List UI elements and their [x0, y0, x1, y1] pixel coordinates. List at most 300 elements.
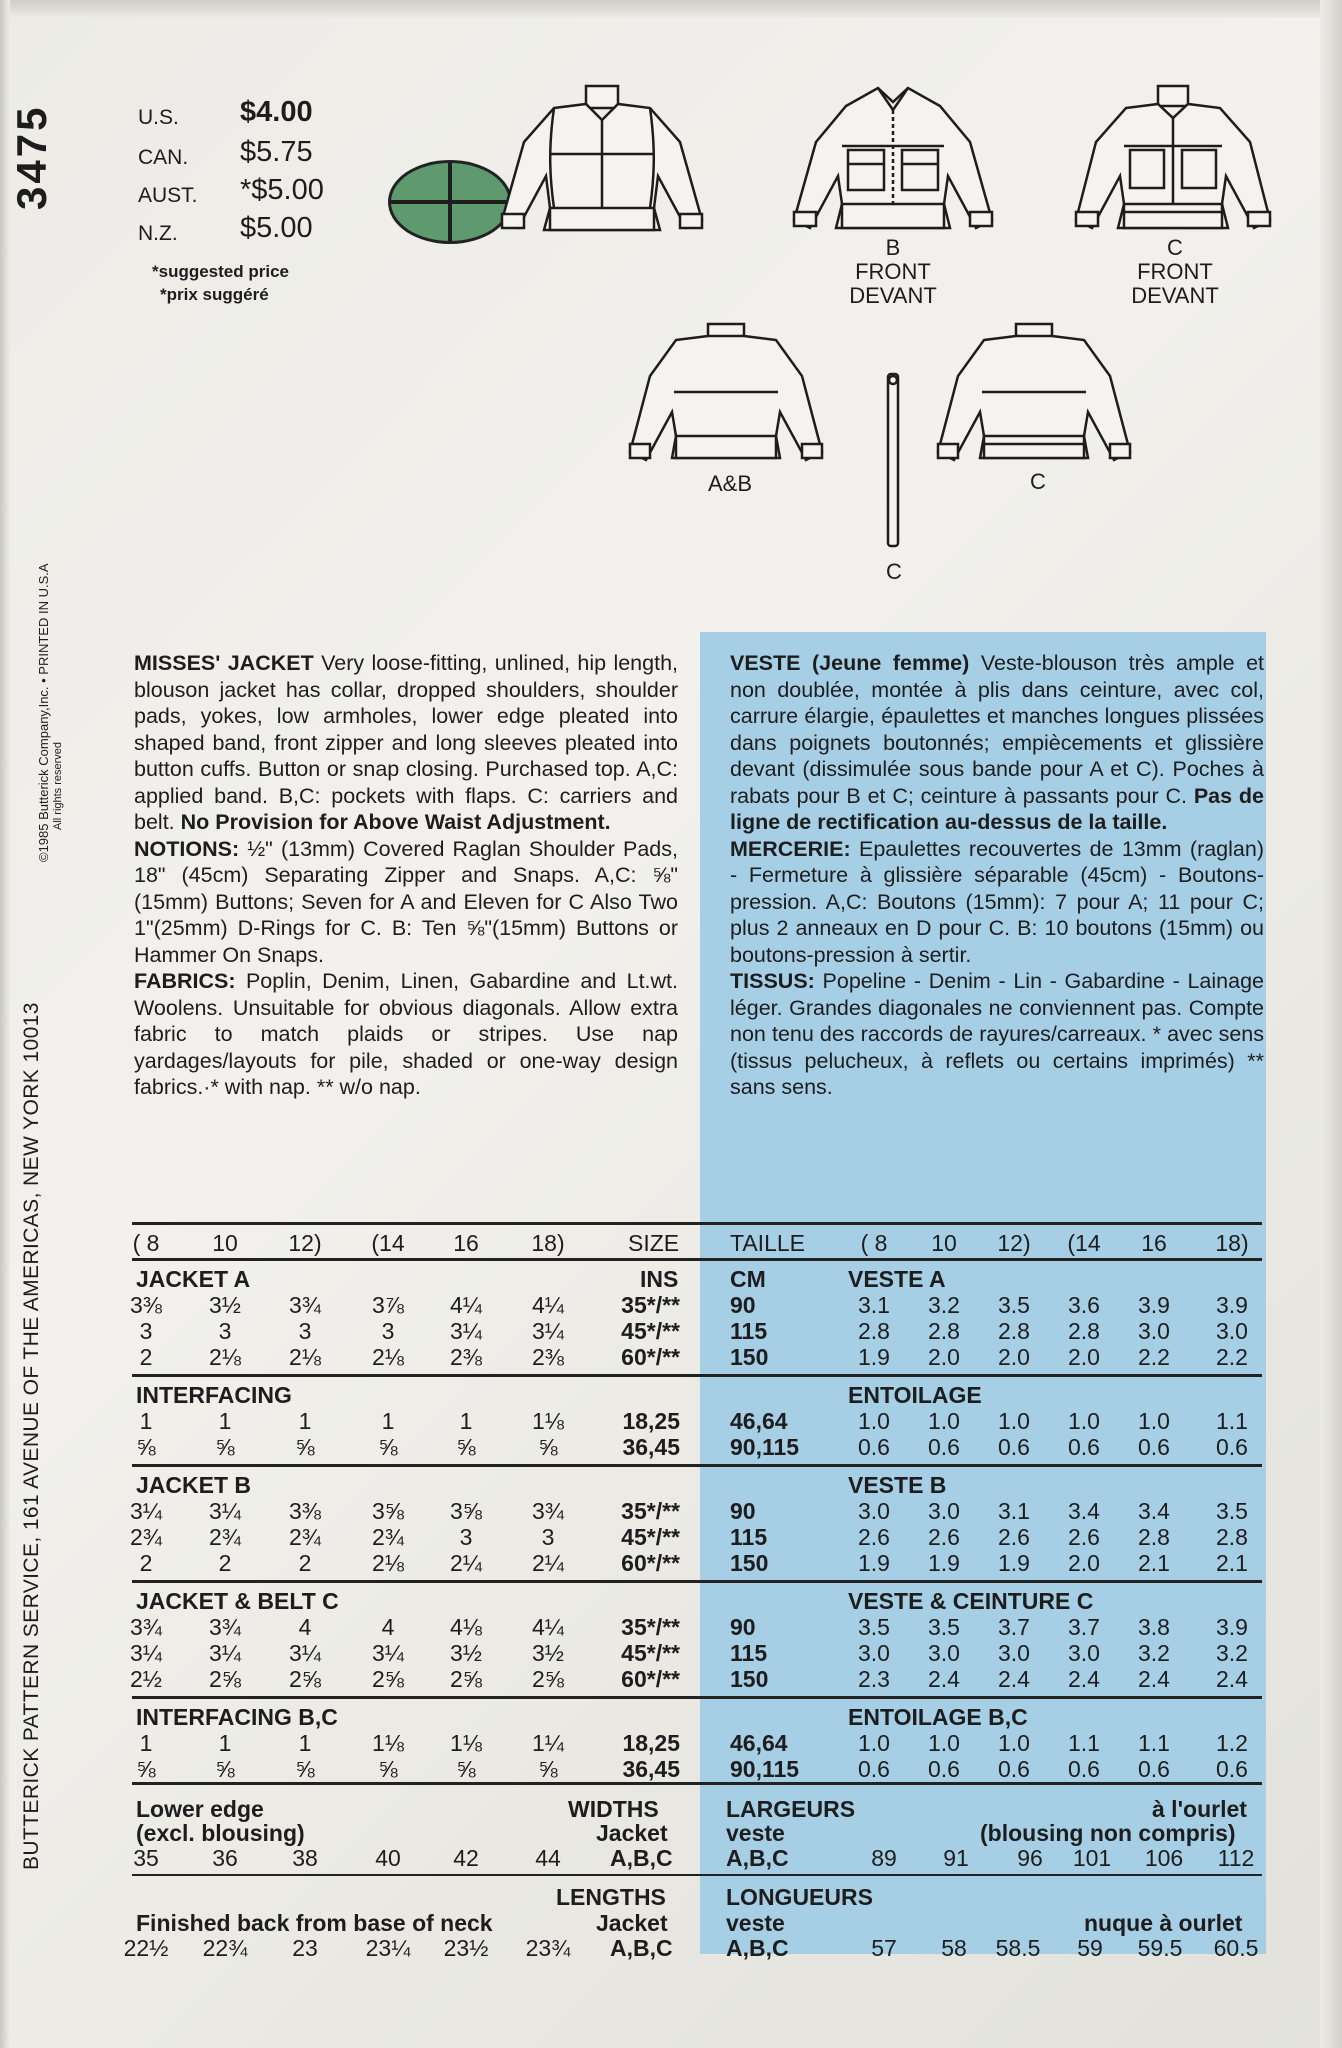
yardage-cell: 1⅛	[532, 1408, 564, 1434]
section-label-en: JACKET B	[136, 1472, 252, 1498]
metric-cell: 3.0	[858, 1498, 890, 1524]
metric-cell: 3.5	[928, 1614, 960, 1640]
length-cm-value: 59	[1077, 1935, 1103, 1961]
fabrics-label-fr: TISSUS:	[730, 969, 815, 993]
taille-header-label: TAILLE	[730, 1230, 805, 1256]
width-inch-value: 35	[133, 1845, 159, 1871]
yardage-cell: 3¼	[289, 1640, 321, 1666]
chart-top-rule	[132, 1222, 1262, 1225]
view-c-front: FRONT	[1137, 259, 1213, 284]
metric-cell: 2.4	[1216, 1666, 1248, 1692]
metric-cell: 1.0	[1138, 1408, 1170, 1434]
yardage-cell: 1	[459, 1408, 473, 1434]
yardage-cell: 1	[218, 1408, 232, 1434]
yardage-cell: 3¾	[130, 1614, 162, 1640]
chart-header-rule	[132, 1258, 1262, 1261]
width-inch-value: 44	[535, 1845, 561, 1871]
width-inches: 35*/**	[621, 1498, 680, 1524]
metric-cell: 3.0	[1068, 1640, 1100, 1666]
width-inches: 35*/**	[621, 1614, 680, 1640]
no-provision-fr: Pas de ligne de rectification au-dessus de la taille.	[730, 783, 1264, 834]
width-inch-value: 38	[292, 1845, 318, 1871]
yardage-cell: 2¼	[532, 1550, 564, 1576]
metric-cell: 2.0	[1068, 1550, 1100, 1576]
width-inches: 60*/**	[621, 1344, 680, 1370]
size-header-fr: ( 8	[860, 1230, 888, 1256]
metric-cell: 3.0	[998, 1640, 1030, 1666]
size-header-en: 10	[212, 1230, 238, 1256]
yardage-cell: 2⅝	[372, 1666, 404, 1692]
section-label-fr: ENTOILAGE B,C	[848, 1704, 1028, 1730]
yardage-cell: ⅝	[538, 1756, 558, 1782]
yardage-cell: 1	[298, 1730, 312, 1756]
width-cm: 90	[730, 1614, 756, 1640]
metric-cell: 2.4	[928, 1666, 960, 1692]
metric-cell: 1.0	[998, 1730, 1030, 1756]
price-value: $5.75	[240, 136, 313, 168]
copyright-line: ©1985 Butterick Company,Inc. • PRINTED IN U.S.A	[36, 563, 51, 862]
yardage-cell: 1	[139, 1730, 153, 1756]
width-cm-value: 89	[871, 1845, 897, 1871]
width-cm-value: 101	[1072, 1845, 1112, 1871]
metric-cell: 3.0	[858, 1640, 890, 1666]
width-inches: 35*/**	[621, 1292, 680, 1318]
metric-cell: 2.4	[1138, 1666, 1170, 1692]
yardage-cell: ⅝	[295, 1434, 315, 1460]
metric-cell: 0.6	[998, 1756, 1030, 1782]
metric-cell: 1.0	[998, 1408, 1030, 1434]
yardage-cell: 2¼	[450, 1550, 482, 1576]
yardage-cell: 3¾	[209, 1614, 241, 1640]
metric-cell: 3.0	[1216, 1318, 1248, 1344]
yardage-cell: 4	[298, 1614, 312, 1640]
yardage-cell: 2	[218, 1550, 232, 1576]
metric-cell: 3.9	[1138, 1292, 1170, 1318]
metric-cell: 1.9	[998, 1550, 1030, 1576]
size-header-fr: 18)	[1215, 1230, 1249, 1256]
price-label: AUST.	[138, 184, 198, 207]
yardage-cell: 3⅝	[450, 1498, 482, 1524]
length-cm-value: 58	[941, 1935, 967, 1961]
lengths-nuque-fr: nuque à ourlet	[1084, 1910, 1243, 1936]
yardage-cell: 1⅛	[450, 1730, 482, 1756]
price-note-fr: *prix suggéré	[160, 285, 269, 304]
metric-cell: 0.6	[858, 1434, 890, 1460]
view-c-front-label	[1130, 236, 1220, 308]
widths-label-en-1: Lower edge	[136, 1796, 264, 1822]
metric-cell: 2.4	[1068, 1666, 1100, 1692]
yardage-cell: 3¼	[130, 1640, 162, 1666]
metric-cell: 0.6	[858, 1756, 890, 1782]
metric-cell: 3.6	[1068, 1292, 1100, 1318]
view-b-front-label	[848, 236, 938, 308]
notions-en: ½" (13mm) Covered Raglan Shoulder Pads, 18" (45cm) Separating Zipper and Snaps. A,C: ⅝" (15mm) Buttons; Seven for A and Eleven for C Also Two 1"(25mm) D-Rings for C. B: Ten ⅝"(15mm) Buttons or Hammer On Snaps.	[134, 836, 678, 967]
description-fr	[730, 650, 1264, 1101]
width-inches: 60*/**	[621, 1550, 680, 1576]
widths-abc-en: A,B,C	[610, 1845, 673, 1871]
yardage-cell: 3½	[450, 1640, 482, 1666]
notions-label-en: NOTIONS:	[134, 836, 240, 861]
width-inch-value: 40	[375, 1845, 401, 1871]
length-cm-value: 58.5	[995, 1935, 1041, 1961]
yardage-cell: 2	[139, 1550, 153, 1576]
yardage-cell: ⅝	[215, 1434, 235, 1460]
publisher-address: BUTTERICK PATTERN SERVICE, 161 AVENUE OF THE AMERICAS, NEW YORK 10013	[20, 1002, 43, 1870]
price-label: N.Z.	[138, 222, 178, 245]
metric-cell: 3.7	[1068, 1614, 1100, 1640]
width-cm: 46,64	[730, 1408, 788, 1434]
metric-cell: 0.6	[928, 1434, 960, 1460]
yardage-cell: 4⅛	[450, 1614, 482, 1640]
title-en: MISSES' JACKET	[134, 651, 314, 675]
metric-cell: 2.8	[1068, 1318, 1100, 1344]
yardage-cell: ⅝	[378, 1756, 398, 1782]
yardage-cell: 2⅛	[372, 1550, 404, 1576]
jacket-b-front-sketch	[788, 80, 998, 240]
length-inch-value: 23½	[443, 1935, 489, 1961]
yardage-cell: 3¼	[209, 1498, 241, 1524]
yardage-cell: 4¼	[532, 1614, 564, 1640]
metric-cell: 2.0	[998, 1344, 1030, 1370]
metric-cell: 3.8	[1138, 1614, 1170, 1640]
width-inches: 45*/**	[621, 1524, 680, 1550]
metric-cell: 1.9	[928, 1550, 960, 1576]
width-inches: 18,25	[622, 1408, 680, 1434]
lengths-jacket-en: Jacket	[596, 1910, 668, 1936]
size-header-fr: 16	[1141, 1230, 1167, 1256]
unit-ins: INS	[640, 1266, 679, 1292]
yardage-cell: 2⅝	[532, 1666, 564, 1692]
width-cm: 150	[730, 1666, 769, 1692]
width-cm: 150	[730, 1550, 769, 1576]
yardage-cell: 3	[139, 1318, 153, 1344]
yardage-cell: ⅝	[136, 1434, 156, 1460]
yardage-cell: 1	[298, 1408, 312, 1434]
view-b-letter: B	[885, 235, 901, 260]
yardage-cell: 2	[139, 1344, 153, 1370]
metric-cell: 0.6	[1138, 1434, 1170, 1460]
width-inches: 18,25	[622, 1730, 680, 1756]
metric-cell: 2.8	[1216, 1524, 1248, 1550]
width-cm: 90,115	[730, 1756, 800, 1782]
yardage-cell: ⅝	[136, 1756, 156, 1782]
metric-cell: 2.2	[1216, 1344, 1248, 1370]
size-header-fr: 10	[931, 1230, 957, 1256]
belt-c-label: C	[886, 559, 902, 584]
yardage-cell: ⅝	[295, 1756, 315, 1782]
view-c-devant: DEVANT	[1131, 283, 1219, 308]
size-header-label: SIZE	[628, 1230, 680, 1256]
yardage-cell: 2½	[130, 1666, 162, 1692]
fabrics-fr: Popeline - Denim - Lin - Gabardine - Lainage léger. Grandes diagonales ne conviennent pas. Compte non tenu des raccords de rayures/carreaux. * avec sens (tissus pelucheux, à reflets ou certains imprimés) ** sans sens.	[730, 969, 1264, 1099]
width-cm: 115	[730, 1524, 768, 1550]
metric-cell: 3.0	[928, 1640, 960, 1666]
metric-cell: 0.6	[1138, 1756, 1170, 1782]
body-en: Very loose-fitting, unlined, hip length, blouson jacket has collar, dropped shoulders, shoulder pads, yokes, low armholes, lower edge pleated into shaped band, front zipper and long sleeves pleated into button cuffs. Button or snap closing. Purchased top. A,C: applied band. B,C: pockets with flaps. C: carriers and belt.	[134, 651, 679, 834]
length-inch-value: 23¼	[365, 1935, 411, 1961]
metric-cell: 2.8	[1138, 1524, 1170, 1550]
metric-cell: 0.6	[928, 1756, 960, 1782]
width-cm: 46,64	[730, 1730, 788, 1756]
yardage-cell: 3⅜	[289, 1498, 321, 1524]
metric-cell: 1.0	[858, 1730, 890, 1756]
yardage-cell: 3½	[209, 1292, 241, 1318]
price-value: $5.00	[240, 212, 313, 244]
size-header-en: 12)	[288, 1230, 322, 1256]
width-inches: 36,45	[622, 1434, 680, 1460]
widths-lengths-rule	[132, 1874, 1262, 1876]
lengths-label-en: Finished back from base of neck	[136, 1910, 493, 1936]
view-c-back-label: C	[1030, 469, 1046, 494]
yardage-cell: ⅝	[456, 1756, 476, 1782]
widths-heading-fr: LARGEURS	[726, 1796, 856, 1822]
metric-cell: 1.0	[928, 1730, 960, 1756]
yardage-cell: ⅝	[538, 1434, 558, 1460]
metric-cell: 1.9	[858, 1550, 890, 1576]
width-cm-value: 112	[1217, 1845, 1255, 1871]
section-label-en: INTERFACING B,C	[136, 1704, 338, 1730]
yardage-cell: 4¼	[532, 1292, 564, 1318]
price-label: CAN.	[138, 146, 189, 169]
view-c-letter: C	[1167, 235, 1183, 260]
yardage-cell: 3⅜	[130, 1292, 162, 1318]
metric-cell: 2.8	[928, 1318, 960, 1344]
lengths-heading-fr: LONGUEURS	[726, 1884, 873, 1910]
title-fr: VESTE (Jeune femme)	[730, 651, 970, 675]
widths-veste-fr: veste	[726, 1820, 785, 1846]
yardage-cell: 3	[381, 1318, 395, 1344]
yardage-cell: 2⅛	[372, 1344, 404, 1370]
metric-cell: 3.1	[858, 1292, 890, 1318]
metric-cell: 2.6	[928, 1524, 960, 1550]
metric-cell: 2.6	[1068, 1524, 1100, 1550]
metric-cell: 1.0	[928, 1408, 960, 1434]
metric-cell: 1.1	[1138, 1730, 1170, 1756]
yardage-cell: 3¼	[450, 1318, 482, 1344]
metric-cell: 2.3	[858, 1666, 890, 1692]
fabrics-label-en: FABRICS:	[134, 969, 236, 993]
length-inch-value: 23¾	[525, 1935, 571, 1961]
widths-label-en-2: (excl. blousing)	[136, 1820, 305, 1846]
yardage-cell: 2¾	[372, 1524, 404, 1550]
metric-cell: 3.0	[928, 1498, 960, 1524]
size-header-en: 16	[453, 1230, 479, 1256]
width-inches: 45*/**	[621, 1318, 680, 1344]
metric-cell: 1.2	[1216, 1730, 1248, 1756]
metric-cell: 0.6	[1216, 1434, 1248, 1460]
yardage-cell: 2⅜	[450, 1344, 482, 1370]
yardage-cell: 1	[218, 1730, 232, 1756]
widths-heading-en: WIDTHS	[568, 1796, 659, 1822]
unit-cm: CM	[730, 1266, 766, 1292]
metric-cell: 1.0	[1068, 1408, 1100, 1434]
metric-cell: 3.9	[1216, 1292, 1248, 1318]
section-label-fr: VESTE A	[848, 1266, 946, 1292]
metric-cell: 2.0	[928, 1344, 960, 1370]
yardage-cell: 3½	[532, 1640, 564, 1666]
width-cm-value: 96	[1017, 1845, 1043, 1871]
yardage-cell: 3⅞	[372, 1292, 404, 1318]
yardage-cell: ⅝	[215, 1756, 235, 1782]
metric-cell: 3.9	[1216, 1614, 1248, 1640]
belt-c-sketch	[878, 370, 908, 550]
size-header-fr: (14	[1067, 1230, 1101, 1256]
yardage-cell: 2⅝	[209, 1666, 241, 1692]
metric-cell: 2.8	[858, 1318, 890, 1344]
lengths-heading-en: LENGTHS	[556, 1884, 666, 1910]
notions-label-fr: MERCERIE:	[730, 836, 851, 861]
lengths-veste-fr: veste	[726, 1910, 785, 1936]
yardage-cell: ⅝	[456, 1434, 476, 1460]
width-cm-value: 91	[943, 1845, 969, 1871]
yardage-cell: 1¼	[532, 1730, 564, 1756]
size-header-en: (14	[371, 1230, 405, 1256]
metric-cell: 2.8	[998, 1318, 1030, 1344]
metric-cell: 2.6	[998, 1524, 1030, 1550]
metric-cell: 3.4	[1138, 1498, 1170, 1524]
left-edge-shadow	[0, 0, 10, 2048]
yardage-cell: 3¾	[532, 1498, 564, 1524]
section-rule	[132, 1374, 1262, 1377]
metric-cell: 3.5	[858, 1614, 890, 1640]
metric-cell: 0.6	[1068, 1756, 1100, 1782]
metric-cell: 0.6	[1068, 1434, 1100, 1460]
metric-cell: 3.5	[1216, 1498, 1248, 1524]
length-cm-value: 57	[871, 1935, 897, 1961]
width-inch-value: 42	[453, 1845, 479, 1871]
length-inch-value: 22½	[123, 1935, 169, 1961]
widths-hem-fr: à l'ourlet	[1152, 1796, 1247, 1822]
metric-cell: 3.1	[998, 1498, 1030, 1524]
view-b-front: FRONT	[855, 259, 931, 284]
size-header-fr: 12)	[997, 1230, 1031, 1256]
yardage-cell: 3	[541, 1524, 555, 1550]
yardage-cell: 3¼	[372, 1640, 404, 1666]
length-cm-value: 60.5	[1213, 1935, 1259, 1961]
view-ab-back-label: A&B	[707, 471, 753, 496]
price-value: *$5.00	[240, 174, 324, 206]
rights-reserved: All rights reserved	[52, 741, 64, 830]
metric-cell: 1.9	[858, 1344, 890, 1370]
section-label-fr: VESTE B	[848, 1472, 947, 1498]
yardage-cell: 3	[459, 1524, 473, 1550]
width-cm-value: 106	[1144, 1845, 1184, 1871]
yardage-cell: 3¼	[209, 1640, 241, 1666]
yardage-cell: 1	[139, 1408, 153, 1434]
metric-cell: 2.2	[1138, 1344, 1170, 1370]
pattern-number: 3475	[8, 104, 55, 210]
metric-cell: 2.4	[998, 1666, 1030, 1692]
yardage-cell: 3¾	[289, 1292, 321, 1318]
metric-cell: 3.2	[928, 1292, 960, 1318]
metric-cell: 0.6	[998, 1434, 1030, 1460]
width-inches: 36,45	[622, 1756, 680, 1782]
metric-cell: 1.0	[858, 1408, 890, 1434]
jacket-c-front-sketch	[1070, 80, 1276, 240]
yardage-cell: 2⅛	[289, 1344, 321, 1370]
metric-cell: 2.1	[1216, 1550, 1248, 1576]
yardage-cell: 2⅝	[289, 1666, 321, 1692]
lengths-abc-en: A,B,C	[610, 1935, 673, 1961]
section-label-fr: ENTOILAGE	[848, 1382, 982, 1408]
width-inches: 60*/**	[621, 1666, 680, 1692]
yardage-cell: 4¼	[450, 1292, 482, 1318]
section-label-en: JACKET & BELT C	[136, 1588, 339, 1614]
section-label-en: JACKET A	[136, 1266, 251, 1292]
metric-cell: 3.2	[1138, 1640, 1170, 1666]
metric-cell: 3.5	[998, 1292, 1030, 1318]
yardage-cell: 2¾	[130, 1524, 162, 1550]
fabrics-en: Poplin, Denim, Linen, Gabardine and Lt.wt. Woolens. Unsuitable for obvious diagonals. Allow extra fabric to match plaids or stripes. Use nap yardages/layouts for pile, shaded or one-way design fabrics.·* with nap. ** w/o nap.	[134, 969, 678, 1099]
widths-blousing-fr: (blousing non compris)	[980, 1820, 1236, 1846]
torn-top-edge	[0, 0, 1342, 18]
description-en	[134, 650, 678, 1101]
widths-abc-fr: A,B,C	[726, 1845, 789, 1871]
metric-cell: 3.7	[998, 1614, 1030, 1640]
width-cm: 90	[730, 1292, 756, 1318]
metric-cell: 3.0	[1138, 1318, 1170, 1344]
metric-cell: 0.6	[1216, 1756, 1248, 1782]
yardage-cell: 2¾	[209, 1524, 241, 1550]
length-inch-value: 22¾	[202, 1935, 248, 1961]
width-cm: 150	[730, 1344, 769, 1370]
yardage-cell: 3⅝	[372, 1498, 404, 1524]
section-rule	[132, 1580, 1262, 1583]
size-header-en: ( 8	[132, 1230, 160, 1256]
yardage-cell: 1	[381, 1408, 395, 1434]
jacket-c-back-sketch	[934, 318, 1134, 468]
section-label-fr: VESTE & CEINTURE C	[848, 1588, 1094, 1614]
jacket-ab-back-sketch	[626, 318, 826, 468]
yardage-cell: 4	[381, 1614, 395, 1640]
width-cm: 115	[730, 1318, 768, 1344]
metric-cell: 1.1	[1216, 1408, 1248, 1434]
yardage-cell: ⅝	[378, 1434, 398, 1460]
width-cm: 115	[730, 1640, 768, 1666]
length-inch-value: 23	[292, 1935, 318, 1961]
widths-rule	[132, 1782, 1262, 1785]
no-provision-en: No Provision for Above Waist Adjustment.	[180, 810, 611, 834]
metric-cell: 3.2	[1216, 1640, 1248, 1666]
width-inch-value: 36	[212, 1845, 238, 1871]
width-cm: 90	[730, 1498, 756, 1524]
length-cm-value: 59.5	[1137, 1935, 1183, 1961]
right-edge-shadow	[1320, 0, 1342, 2048]
yardage-cell: 3	[298, 1318, 312, 1344]
yardage-cell: 3¼	[532, 1318, 564, 1344]
metric-cell: 2.6	[858, 1524, 890, 1550]
view-b-devant: DEVANT	[849, 283, 937, 308]
price-label: U.S.	[138, 106, 179, 129]
metric-cell: 2.1	[1138, 1550, 1170, 1576]
widths-jacket-en: Jacket	[596, 1820, 668, 1846]
body-fr: Veste-blouson très ample et non doublée, montée à plis dans ceinture, avec col, carrure élargie, épaulettes et manches longues plissées dans poignets boutonnés; empiècements et glissière devant (dissimulée sous bande pour A et C). Poches à rabats pour B et C; ceinture à passants pour C.	[730, 651, 1264, 808]
size-header-en: 18)	[531, 1230, 565, 1256]
yardage-cell: 2¾	[289, 1524, 321, 1550]
yardage-cell: 2⅝	[450, 1666, 482, 1692]
metric-cell: 2.0	[1068, 1344, 1100, 1370]
yardage-cell: 2⅛	[209, 1344, 241, 1370]
section-label-en: INTERFACING	[136, 1382, 292, 1408]
yardage-cell: 2	[298, 1550, 312, 1576]
yardage-cell: 3	[218, 1318, 232, 1344]
section-rule	[132, 1464, 1262, 1467]
lengths-abc-fr: A,B,C	[726, 1935, 789, 1961]
section-rule	[132, 1696, 1262, 1699]
notions-fr: Epaulettes recouvertes de 13mm (raglan) - Fermeture à glissière séparable (45cm) - Boutons-pression. A,C: Boutons (15mm): 7 pour A; 11 pour C; plus 2 anneaux en D pour C. B: 10 boutons (15mm) ou boutons-pression à sertir.	[730, 836, 1264, 967]
metric-cell: 1.1	[1068, 1730, 1100, 1756]
yardage-cell: 2⅜	[532, 1344, 564, 1370]
